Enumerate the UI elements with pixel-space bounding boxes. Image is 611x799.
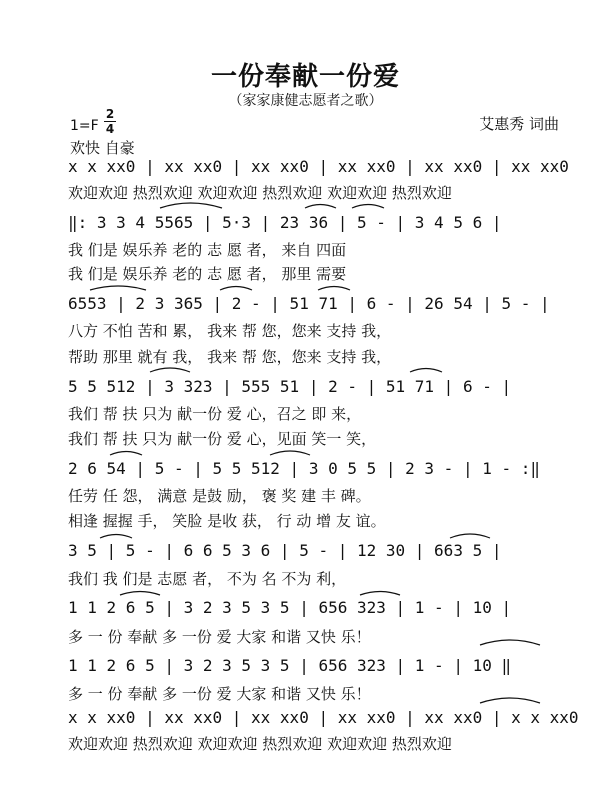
lyric-line: 我们 帮 扶 只为 献一份 爱 心，见面 笑一 笑， xyxy=(68,430,377,448)
lyric-line: 欢迎欢迎 热烈欢迎 欢迎欢迎 热烈欢迎 欢迎欢迎 热烈欢迎 xyxy=(68,735,452,753)
notation-line: 3 5 | 5 - | 6 6 5 3 6 | 5 - | 12 30 | 663 5 | xyxy=(68,541,502,560)
lyric-line: 任劳 任 怨， 满意 是鼓 励， 褒 奖 建 丰 碑。 xyxy=(68,487,371,505)
notation-line: 5 5 512 | 3 323 | 555 51 | 2 - | 51 71 | 6 - | xyxy=(68,377,512,396)
slur-mark xyxy=(305,205,336,209)
slur-mark xyxy=(120,592,160,596)
notation-line: x x xx0 | xx xx0 | xx xx0 | xx xx0 | xx xx0 | x x xx0 xyxy=(68,708,579,727)
slur-mark xyxy=(318,287,350,291)
notation-line: 1 1 2 6 5 | 3 2 3 5 3 5 | 656 323 | 1 - | 10 | xyxy=(68,598,512,617)
tempo-marking: 欢快 自豪 xyxy=(70,139,135,157)
slur-mark xyxy=(480,698,540,703)
slur-mark xyxy=(150,368,190,372)
lyric-line: 多 一 份 奉献 多 一份 爱 大家 和谐 又快 乐！ xyxy=(68,628,371,646)
slur-mark xyxy=(220,287,252,291)
slur-mark xyxy=(90,286,146,290)
time-signature-bottom: 4 xyxy=(105,122,115,136)
slur-mark xyxy=(480,640,540,645)
lyric-line: 我们 帮 扶 只为 献一份 爱 心，召之 即 来， xyxy=(68,405,362,423)
lyric-line: 帮助 那里 就有 我， 我来 帮 您，您来 支持 我， xyxy=(68,348,392,366)
lyric-line: 我们 我 们是 志愿 者， 不为 名 不为 利， xyxy=(68,570,347,588)
slur-mark xyxy=(352,205,384,209)
notation-line: 6553 | 2 3 365 | 2 - | 51 71 | 6 - | 26 54 | 5 - | xyxy=(68,294,550,313)
notation-line: ‖: 3 3 4 5565 | 5·3 | 23 36 | 5 - | 3 4 5 6 | xyxy=(68,213,502,232)
lyric-line: 八方 不怕 苦和 累， 我来 帮 您，您来 支持 我， xyxy=(68,322,392,340)
lyric-line: 相逢 握握 手， 笑脸 是收 获， 行 动 增 友 谊。 xyxy=(68,512,386,530)
slur-mark xyxy=(410,369,442,373)
slur-mark xyxy=(110,452,142,456)
song-title: 一份奉献一份爱 xyxy=(210,62,400,92)
slur-mark xyxy=(270,451,310,455)
time-signature-top: 2 xyxy=(105,107,115,121)
notation-line: x x xx0 | xx xx0 | xx xx0 | xx xx0 | xx xx0 | xx xx0 xyxy=(68,157,569,176)
lyric-line: 我 们是 娱乐养 老的 志 愿 者， 那里 需要 xyxy=(68,265,347,283)
slur-mark xyxy=(100,535,132,539)
lyric-line: 多 一 份 奉献 多 一份 爱 大家 和谐 又快 乐！ xyxy=(68,685,371,703)
composer-credit: 艾惠秀 词曲 xyxy=(479,115,559,133)
key-signature: 1=F xyxy=(70,118,99,134)
slur-mark xyxy=(450,534,490,538)
slur-mark xyxy=(160,203,222,208)
lyric-line: 我 们是 娱乐养 老的 志 愿 者， 来自 四面 xyxy=(68,241,347,259)
song-subtitle: （家家康健志愿者之歌） xyxy=(228,93,383,109)
notation-line: 2 6 54 | 5 - | 5 5 512 | 3 0 5 5 | 2 3 - | 1 - :‖ xyxy=(68,459,541,478)
notation-line: 1 1 2 6 5 | 3 2 3 5 3 5 | 656 323 | 1 - | 10 ‖ xyxy=(68,656,512,675)
slur-mark xyxy=(360,592,400,596)
time-signature xyxy=(104,108,116,135)
lyric-line: 欢迎欢迎 热烈欢迎 欢迎欢迎 热烈欢迎 欢迎欢迎 热烈欢迎 xyxy=(68,184,452,202)
